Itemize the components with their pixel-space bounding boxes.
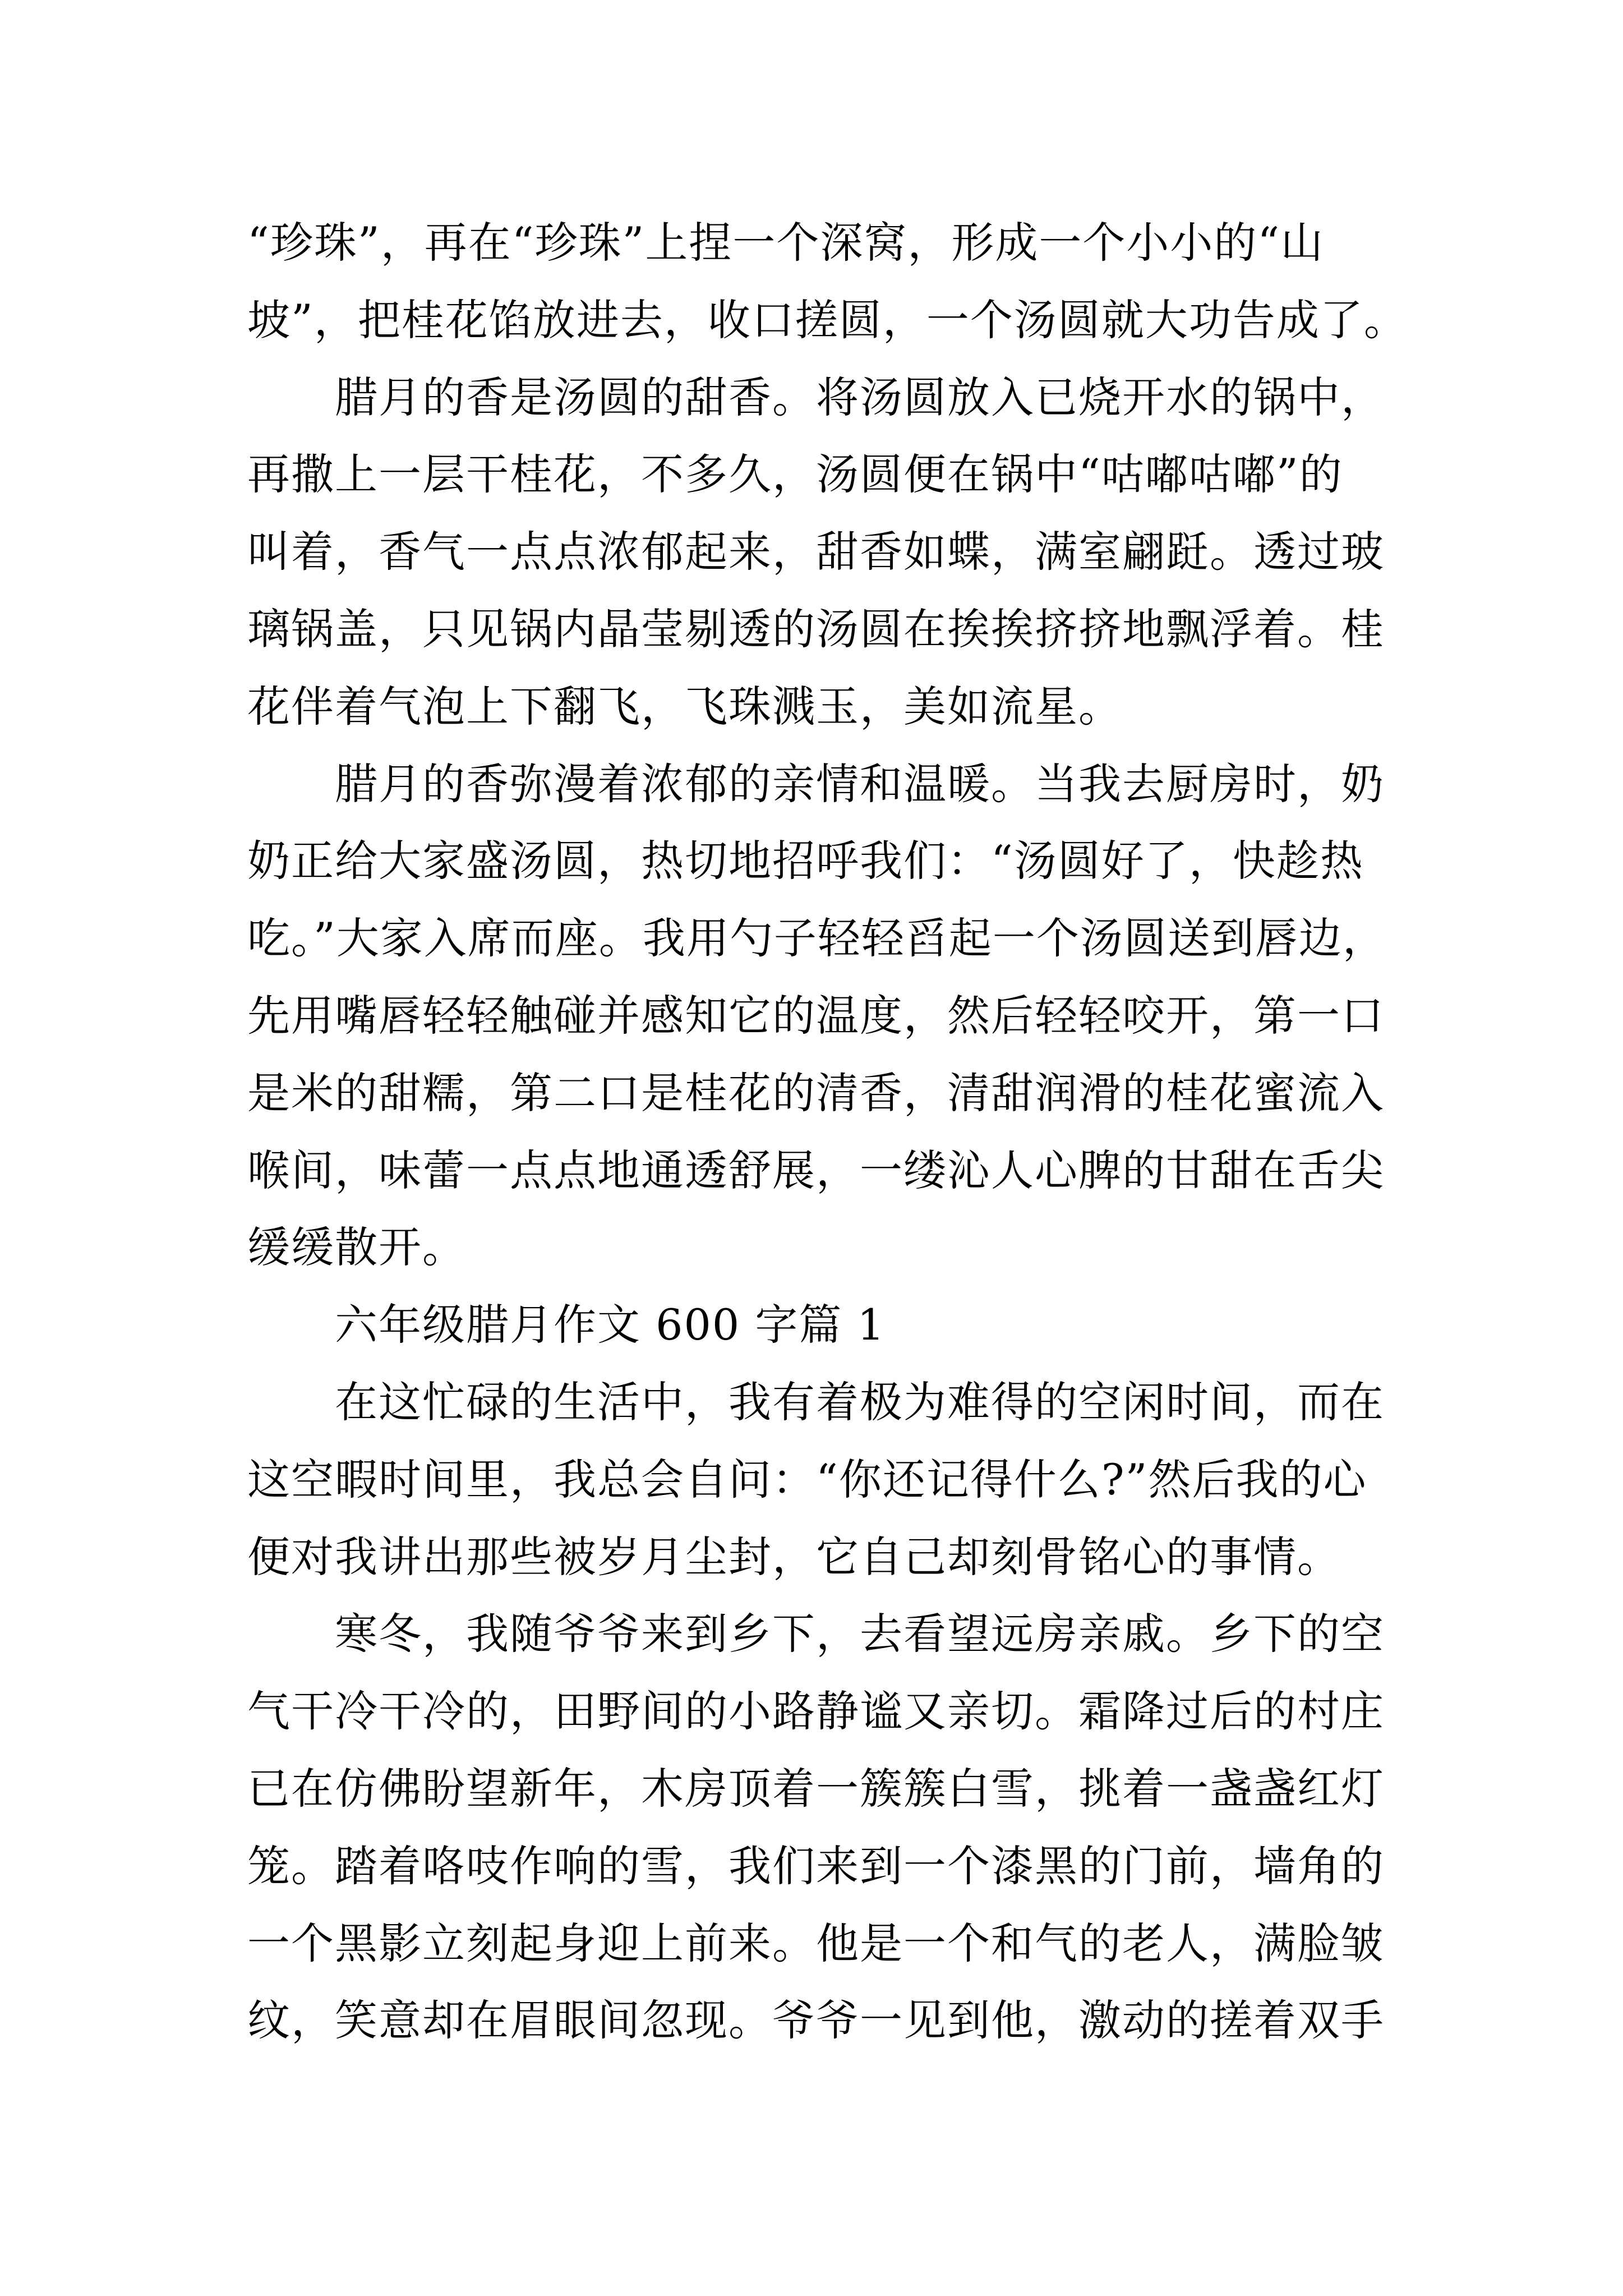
- text-line: 吃。”大家入席而座。我用勺子轻轻舀起一个汤圆送到唇边，: [247, 913, 1386, 964]
- paragraph: [247, 1595, 1481, 2059]
- text-line: 璃锅盖，只见锅内晶莹剔透的汤圆在挨挨挤挤地飘浮着。桂: [247, 604, 1385, 654]
- text-line: 在这忙碌的生活中，我有着极为难得的空闲时间，而在: [335, 1377, 1385, 1427]
- text-line: 腊月的香弥漫着浓郁的亲情和温暖。当我去厨房时，奶: [335, 758, 1385, 809]
- text-line: 喉间，味蕾一点点地通透舒展，一缕沁人心脾的甘甜在舌尖: [247, 1145, 1385, 1195]
- text-line: 缓缓散开。: [247, 1222, 466, 1273]
- body-text: [247, 204, 1481, 2059]
- text-line: “珍珠”，再在“珍珠”上捏一个深窝，形成一个小小的“山: [247, 218, 1325, 268]
- text-line: 一个黑影立刻起身迎上前来。他是一个和气的老人，满脸皱: [247, 1918, 1385, 1968]
- section-heading: 六年级腊月作文 600 字篇 1: [335, 1300, 886, 1350]
- text-line: 是米的甜糯，第二口是桂花的清香，清甜润滑的桂花蜜流入: [247, 1068, 1385, 1118]
- paragraph: [247, 359, 1481, 746]
- text-line: 便对我讲出那些被岁月尘封，它自己却刻骨铭心的事情。: [247, 1531, 1341, 1582]
- text-line: 再撒上一层干桂花，不多久，汤圆便在锅中“咕嘟咕嘟”的: [247, 449, 1343, 500]
- text-line: 气干冷干冷的，田野间的小路静谧又亲切。霜降过后的村庄: [247, 1686, 1385, 1737]
- text-line: 笼。踏着咯吱作响的雪，我们来到一个漆黑的门前，墙角的: [247, 1841, 1385, 1891]
- paragraph-continued: [247, 204, 1481, 359]
- text-line: 已在仿佛盼望新年，木房顶着一簇簇白雪，挑着一盏盏红灯: [247, 1763, 1385, 1814]
- text-line: 寒冬，我随爷爷来到乡下，去看望远房亲戚。乡下的空: [335, 1609, 1385, 1659]
- paragraph: [247, 746, 1481, 1287]
- text-line: 纹，笑意却在眉眼间忽现。爷爷一见到他，激动的搓着双手: [247, 1995, 1385, 2046]
- text-line: 坡”，把桂花馅放进去，收口搓圆，一个汤圆就大功告成了。: [247, 295, 1408, 345]
- text-line: 奶正给大家盛汤圆，热切地招呼我们：“汤圆好了，快趁热: [247, 836, 1364, 886]
- text-line: 这空暇时间里，我总会自问：“你还记得什么?”然后我的心: [247, 1454, 1367, 1504]
- text-line: 腊月的香是汤圆的甜香。将汤圆放入已烧开水的锅中，: [335, 372, 1385, 422]
- paragraph: [247, 1364, 1481, 1595]
- text-line: 叫着，香气一点点浓郁起来，甜香如蝶，满室翩跹。透过玻: [247, 527, 1385, 577]
- text-line: 花伴着气泡上下翻飞，飞珠溅玉，美如流星。: [247, 681, 1122, 731]
- text-line: 先用嘴唇轻轻触碰并感知它的温度，然后轻轻咬开，第一口: [247, 990, 1385, 1041]
